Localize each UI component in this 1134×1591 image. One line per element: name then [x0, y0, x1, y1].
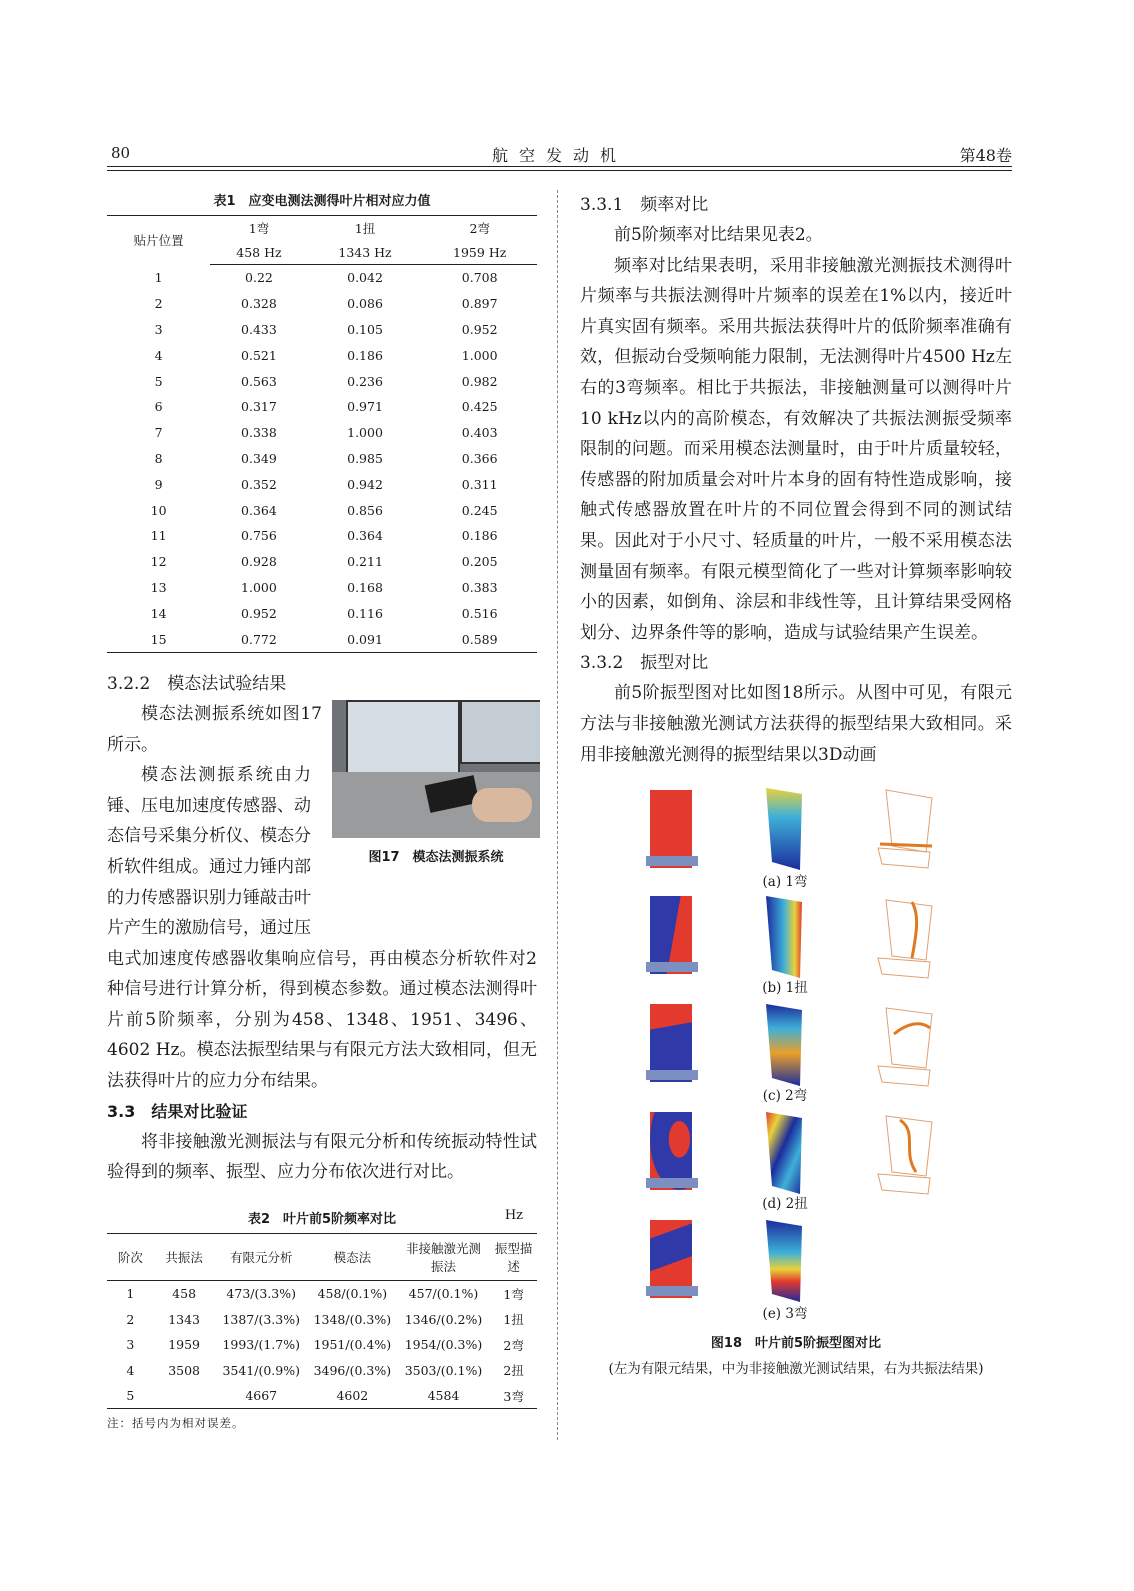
- table-cell: 1387/(3.3%): [222, 1311, 300, 1327]
- table-cell: 2: [154, 296, 163, 312]
- paragraph-mode-shape-comparison: 前5阶振型图对比如图18所示。从图中可见，有限元方法与非接触激光测试方法获得的振型结果大致相同。采用非接触激光测得的振型结果以3D动画: [580, 683, 1012, 765]
- column-divider: [557, 190, 558, 1440]
- table2-row: [107, 1306, 537, 1332]
- table-cell: 0.186: [347, 347, 383, 363]
- table-cell: 0.942: [347, 476, 383, 492]
- table-cell: 6: [154, 399, 163, 415]
- table-cell: 0.236: [347, 373, 383, 389]
- table-cell: 11: [150, 528, 167, 544]
- table1-row: [107, 368, 537, 394]
- table-cell: 0.091: [347, 631, 383, 647]
- resonance-mode-image: [872, 788, 938, 872]
- resonance-mode-image: [872, 1004, 938, 1088]
- heading-3-3-1: 3.3.1 频率对比: [580, 195, 709, 215]
- table-cell: 1951/(0.4%): [313, 1337, 392, 1353]
- table-cell: 0.086: [347, 296, 383, 312]
- table1-row: [107, 471, 537, 497]
- table-cell: 1: [126, 1286, 135, 1302]
- laser-mode-image: [764, 1112, 804, 1194]
- table-cell: 1959: [168, 1337, 201, 1353]
- table-cell: 0.22: [245, 270, 273, 286]
- table-cell: 0.042: [347, 270, 383, 286]
- table-cell: [154, 1383, 215, 1409]
- table1-caption: 表1 应变电测法测得叶片相对应力值: [213, 194, 431, 209]
- table-cell: 1.000: [347, 425, 383, 441]
- figure18-caption-block: [580, 1332, 1012, 1377]
- table2-row: [107, 1280, 537, 1306]
- table-cell: 1弯: [503, 1286, 524, 1302]
- table-cell: 0.352: [241, 476, 277, 492]
- table1-header-position: 贴片位置: [133, 233, 184, 249]
- table2-row: [107, 1332, 537, 1358]
- table1-row: [107, 291, 537, 317]
- table-cell: 12: [150, 554, 167, 570]
- table1-row: [107, 342, 537, 368]
- figure18-row-a: [580, 788, 1012, 891]
- table1-row: [107, 446, 537, 472]
- table2-note: 注：括号内为相对误差。: [107, 1416, 245, 1431]
- table-cell: 2弯: [503, 1337, 524, 1353]
- table-cell: 458: [172, 1286, 197, 1302]
- table-cell: 10: [150, 502, 167, 518]
- table-cell: 0.433: [241, 321, 277, 337]
- figure18-row-c: [580, 1004, 1012, 1104]
- table-cell: 0.563: [241, 373, 277, 389]
- table2-row: [107, 1357, 537, 1383]
- table2-header: 振型描述: [490, 1233, 537, 1280]
- table-cell: 4: [126, 1362, 135, 1378]
- table-cell: 3: [126, 1337, 135, 1353]
- table-cell: 8: [154, 450, 163, 466]
- table-cell: 0.971: [347, 399, 383, 415]
- fe-mode-image: [650, 790, 692, 868]
- laser-mode-image: [764, 1004, 804, 1086]
- table-cell: 4584: [427, 1388, 460, 1404]
- table-cell: 5: [154, 373, 163, 389]
- table-cell: 4: [154, 347, 163, 363]
- table-cell: 0.349: [241, 450, 277, 466]
- table-cell: 14: [150, 605, 167, 621]
- paragraph-comparison: 将非接触激光测振法与有限元分析和传统振动特性试验得到的频率、振型、应力分布依次进行对比。: [107, 1131, 537, 1183]
- table1-row: [107, 549, 537, 575]
- table-cell: 2扭: [503, 1363, 524, 1379]
- table-cell: 0.186: [461, 528, 498, 544]
- page-header: [107, 140, 1012, 164]
- table2: [107, 1233, 537, 1410]
- figure18: [580, 788, 1012, 1378]
- table2-block: [107, 1208, 537, 1432]
- table-cell: 1扭: [503, 1312, 524, 1328]
- hand-image: [472, 788, 532, 822]
- table-cell: 1993/(1.7%): [222, 1337, 300, 1353]
- figure17-caption: 图17 模态法测振系统: [368, 850, 504, 865]
- table-cell: 3496/(0.3%): [313, 1362, 392, 1378]
- table1-header-mode: 2弯: [469, 221, 490, 236]
- paragraph-fig17-ref: 模态法测振系统如图17所示。: [107, 703, 322, 755]
- table2-caption: 表2 叶片前5阶频率对比: [247, 1211, 397, 1227]
- table-cell: 3541/(0.9%): [222, 1362, 300, 1378]
- fe-mode-image: [650, 1112, 692, 1190]
- table-cell: 0.708: [461, 270, 498, 286]
- header-rule-thin: [107, 170, 1012, 171]
- table-cell: 1954/(0.3%): [404, 1337, 483, 1353]
- heading-3-2-2: 3.2.2 模态法试验结果: [107, 673, 287, 694]
- figure17-photo: [332, 700, 540, 838]
- table1-row: [107, 575, 537, 601]
- right-column: [580, 190, 1012, 1378]
- table-cell: 0.928: [241, 554, 277, 570]
- table-cell: 458/(0.1%): [317, 1286, 388, 1302]
- heading-3-3-2: 3.3.2 振型对比: [580, 653, 709, 674]
- table-cell: 0.383: [461, 579, 498, 595]
- figure18-sublabel: (b) 1扭: [762, 980, 808, 997]
- paragraph-table2-ref: 前5阶频率对比结果见表2。: [614, 225, 823, 245]
- table-cell: 0.756: [241, 528, 277, 544]
- table-cell: 0.521: [241, 347, 277, 363]
- figure18-caption: 图18 叶片前5阶振型图对比: [710, 1336, 882, 1352]
- figure18-sublabel: (e) 3弯: [762, 1306, 808, 1323]
- table-cell: 0.311: [461, 476, 498, 492]
- table-cell: 473/(3.3%): [226, 1286, 297, 1302]
- table2-header: 模态法: [308, 1233, 397, 1280]
- table-cell: 5: [126, 1388, 135, 1404]
- table-cell: 0.952: [241, 605, 277, 621]
- figure18-subcaption: (左为有限元结果，中为非接触激光测试结果，右为共振法结果): [608, 1361, 984, 1378]
- table1-row: [107, 317, 537, 343]
- monitor-image: [460, 700, 540, 764]
- table-cell: 7: [154, 425, 163, 441]
- table1-row: [107, 600, 537, 626]
- table-cell: 0.116: [347, 605, 383, 621]
- fe-mode-image: [650, 1004, 692, 1082]
- page-number: 80: [111, 144, 131, 162]
- table1-row: [107, 420, 537, 446]
- table2-header: 非接触激光测振法: [397, 1233, 490, 1280]
- table-cell: 0.982: [461, 373, 498, 389]
- table-cell: 1348/(0.3%): [313, 1311, 392, 1327]
- resonance-mode-image: [872, 896, 938, 980]
- table-cell: 0.328: [241, 296, 277, 312]
- table1-header-freq: 458 Hz: [210, 240, 308, 265]
- figure18-row-e: [580, 1220, 1012, 1323]
- table-cell: 1343: [168, 1311, 201, 1327]
- table1-header-freq: 1959 Hz: [422, 240, 537, 265]
- table-cell: 0.425: [461, 399, 498, 415]
- laser-mode-image: [764, 896, 804, 978]
- table-cell: 457/(0.1%): [408, 1286, 479, 1302]
- table-cell: 0.366: [461, 450, 498, 466]
- table-cell: 3503/(0.1%): [404, 1362, 483, 1378]
- table-cell: 0.105: [347, 321, 383, 337]
- table1-row: [107, 523, 537, 549]
- laser-mode-image: [764, 788, 804, 870]
- table1-header-mode: 1扭: [354, 221, 376, 236]
- table-cell: 3弯: [503, 1388, 524, 1404]
- table2-row: [107, 1383, 537, 1409]
- table2-header: 阶次: [107, 1233, 154, 1280]
- table-cell: 0.168: [347, 579, 383, 595]
- table2-unit: Hz: [504, 1207, 523, 1223]
- table-cell: 0.205: [461, 554, 498, 570]
- table2-body: [107, 1280, 537, 1409]
- table-cell: 0.211: [347, 554, 383, 570]
- table-cell: 4667: [245, 1388, 278, 1404]
- table-cell: 0.338: [241, 425, 277, 441]
- table-cell: 0.772: [241, 631, 277, 647]
- table1-header-mode: 1弯: [248, 221, 270, 236]
- table-cell: 0.952: [461, 321, 498, 337]
- table-cell: 15: [150, 631, 167, 647]
- fe-mode-image: [650, 896, 692, 974]
- table2-header: 有限元分析: [214, 1233, 307, 1280]
- table-cell: 0.897: [461, 296, 498, 312]
- table-cell: 1.000: [461, 347, 498, 363]
- journal-name: 航空发动机: [491, 146, 627, 165]
- table-cell: 9: [154, 476, 163, 492]
- resonance-mode-image: [872, 1112, 938, 1196]
- table-cell: 13: [150, 579, 167, 595]
- table1-row: [107, 626, 537, 652]
- table-cell: 1346/(0.2%): [404, 1311, 483, 1327]
- table1-row: [107, 497, 537, 523]
- laser-mode-image: [764, 1220, 804, 1302]
- table-cell: 2: [126, 1311, 135, 1327]
- table-cell: 3508: [168, 1362, 201, 1378]
- table-cell: 0.245: [461, 502, 498, 518]
- table-cell: 0.856: [347, 502, 383, 518]
- table-cell: 0.403: [461, 425, 498, 441]
- heading-3-3: 3.3 结果对比验证: [107, 1101, 248, 1121]
- table-cell: 1.000: [241, 579, 277, 595]
- paragraph-modal-system-text: 模态法测振系统由力锤、压电加速度传感器、动态信号采集分析仪、模态分析软件组成。通过力锤内部的力传感器识别力锤敲击叶片产生的激励信号，通过压电式加速度传感器收集响应信号，再由模态分析软件对2种信号进行计算分析，得到模态参数。通过模态法测得叶片前5阶频率，分别为458、1348、1951、3496、4602 Hz。模态法振型结果与有限元方法大致相同，但无法获得叶片的应力分布结果。: [107, 765, 537, 1092]
- table1-body: [107, 265, 537, 653]
- table-cell: 0.364: [241, 502, 277, 518]
- figure18-sublabel: (a) 1弯: [762, 874, 808, 891]
- table-cell: 0.985: [347, 450, 383, 466]
- paragraph-frequency-comparison: 频率对比结果表明，采用非接触激光测振技术测得叶片频率与共振法测得叶片频率的误差在1%以内，接近叶片真实固有频率。采用共振法获得叶片的低阶频率准确有效，但振动台受频响能力限制，无法测得叶片4500 Hz左右的3弯频率。相比于共振法，非接触测量可以测得叶片10 kHz以内的高阶模态，有效解决了共振法测振受频率限制的问题。而采用模态法测量时，由于叶片质量较轻，传感器的附加质量会对叶片本身的固有特性造成影响，接触式传感器放置在叶片的不同位置会得到不同的测试结果。因此对于小尺寸、轻质量的叶片，一般不采用模态法测量固有频率。有限元模型简化了一些对计算频率影响较小的因素，如倒角、涂层和非线性等，且计算结果受网格划分、边界条件等的影响，造成与试验结果产生误差。: [580, 255, 1012, 643]
- table1-row: [107, 394, 537, 420]
- figure18-sublabel: (d) 2扭: [762, 1196, 808, 1213]
- table2-header: 共振法: [154, 1233, 215, 1280]
- table-cell: 0.589: [461, 631, 498, 647]
- fe-mode-image: [650, 1220, 692, 1298]
- table1-row: [107, 265, 537, 291]
- table-cell: 0.364: [347, 528, 383, 544]
- table-cell: 0.317: [241, 399, 277, 415]
- table-cell: 3: [154, 321, 163, 337]
- header-rule: [107, 166, 1012, 167]
- table-cell: 4602: [336, 1388, 369, 1404]
- volume-label: 第48卷: [959, 146, 1012, 165]
- table1-header-freq: 1343 Hz: [308, 240, 423, 265]
- figure18-row-d: [580, 1112, 1012, 1212]
- figure18-row-b: [580, 896, 1012, 996]
- monitor-image: [346, 700, 460, 774]
- table1: [107, 215, 537, 653]
- table-cell: 1: [154, 270, 163, 286]
- figure18-sublabel: (c) 2弯: [762, 1088, 808, 1105]
- table-cell: 0.516: [461, 605, 498, 621]
